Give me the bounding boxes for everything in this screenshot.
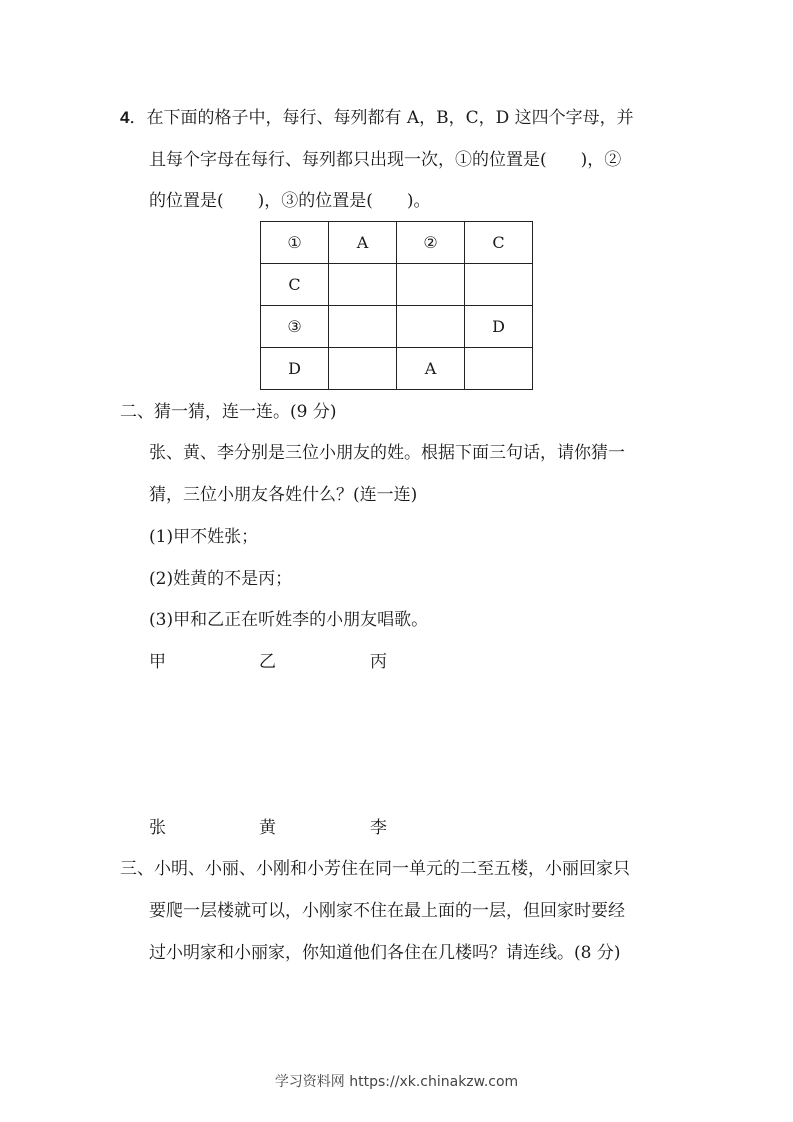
grid-cell bbox=[329, 264, 397, 306]
grid-cell bbox=[329, 306, 397, 348]
grid-row bbox=[261, 348, 533, 390]
q4-line-1 bbox=[120, 107, 634, 129]
section2-para-2: 猜，三位小朋友各姓什么？(连一连) bbox=[149, 485, 418, 505]
grid-cell: C bbox=[261, 264, 329, 306]
q4-text-1: ．在下面的格子中，每行、每列都有 A，B，C，D 这四个字母，并 bbox=[129, 108, 634, 128]
clue-1: (1)甲不姓张； bbox=[149, 527, 259, 547]
q4-line-3: 的位置是( )，③的位置是( )。 bbox=[149, 191, 431, 211]
footer-watermark: 学习资料网 https://xk.chinakzw.com bbox=[274, 1074, 519, 1090]
clue-2: (2)姓黄的不是丙； bbox=[149, 569, 293, 589]
grid-row bbox=[261, 264, 533, 306]
q4-line-2: 且每个字母在每行、每列都只出现一次，①的位置是( )，② bbox=[149, 150, 622, 170]
grid-row bbox=[261, 222, 533, 264]
q4-number: 4 bbox=[120, 108, 130, 127]
surname-huang[interactable]: 黄 bbox=[259, 818, 276, 838]
grid-cell: ① bbox=[261, 222, 329, 264]
child-bing[interactable]: 丙 bbox=[370, 652, 387, 672]
surname-zhang[interactable]: 张 bbox=[149, 818, 166, 838]
grid-cell: A bbox=[397, 348, 465, 390]
grid-cell bbox=[329, 348, 397, 390]
grid-cell: C bbox=[465, 222, 533, 264]
clue-3: (3)甲和乙正在听姓李的小朋友唱歌。 bbox=[149, 610, 429, 630]
grid-cell: ② bbox=[397, 222, 465, 264]
child-yi[interactable]: 乙 bbox=[259, 652, 276, 672]
surname-li[interactable]: 李 bbox=[370, 818, 387, 838]
section3-line-1: 三、小明、小丽、小刚和小芳住在同一单元的二至五楼，小丽回家只 bbox=[120, 859, 630, 879]
grid-cell: ③ bbox=[261, 306, 329, 348]
grid-cell bbox=[465, 264, 533, 306]
grid-cell: D bbox=[261, 348, 329, 390]
grid-cell bbox=[397, 306, 465, 348]
grid-row bbox=[261, 306, 533, 348]
section3-line-2: 要爬一层楼就可以，小刚家不住在最上面的一层，但回家时要经 bbox=[149, 901, 625, 921]
letter-grid bbox=[260, 221, 533, 390]
child-jia[interactable]: 甲 bbox=[149, 652, 166, 672]
grid-cell bbox=[465, 348, 533, 390]
grid-cell: D bbox=[465, 306, 533, 348]
section2-para-1: 张、黄、李分别是三位小朋友的姓。根据下面三句话，请你猜一 bbox=[149, 443, 625, 463]
section2-title: 二、猜一猜，连一连。(9 分) bbox=[120, 402, 337, 422]
grid-cell: A bbox=[329, 222, 397, 264]
grid-cell bbox=[397, 264, 465, 306]
section3-line-3: 过小明家和小丽家，你知道他们各住在几楼吗？请连线。(8 分) bbox=[149, 943, 621, 963]
